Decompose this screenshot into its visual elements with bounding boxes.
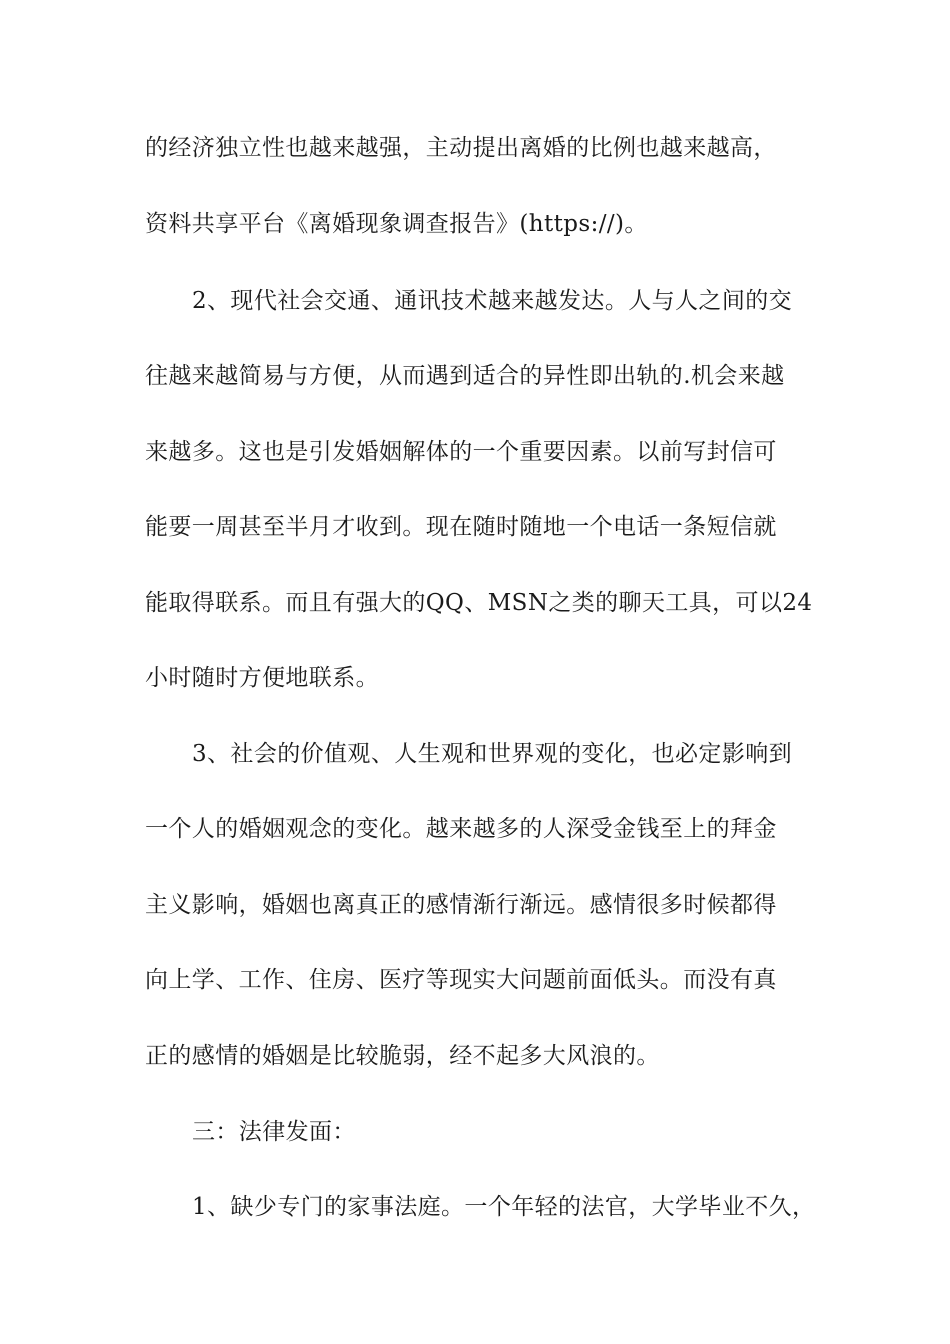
text-line: 主义影响，婚姻也离真正的感情渐行渐远。感情很多时候都得 [145,892,777,918]
text-line: 的经济独立性也越来越强，主动提出离婚的比例也越来越高， [145,135,777,161]
text-line: 小时随时方便地联系。 [145,665,379,691]
text-line: 来越多。这也是引发婚姻解体的一个重要因素。以前写封信可 [145,439,777,465]
text-line: 往越来越简易与方便，从而遇到适合的异性即出轨的.机会来越 [145,363,785,389]
text-line: 一个人的婚姻观念的变化。越来越多的人深受金钱至上的拜金 [145,816,777,842]
text-line: 能取得联系。而且有强大的QQ、MSN之类的聊天工具，可以24 [145,590,813,616]
text-line: 向上学、工作、住房、医疗等现实大问题前面低头。而没有真 [145,967,777,993]
text-line: 正的感情的婚姻是比较脆弱，经不起多大风浪的。 [145,1043,660,1069]
section-heading: 三：法律发面： [192,1119,356,1145]
paragraph-start-line: 3、社会的价值观、人生观和世界观的变化，也必定影响到 [192,741,793,767]
paragraph-start-line: 1、缺少专门的家事法庭。一个年轻的法官，大学毕业不久， [192,1194,816,1220]
paragraph-start-line: 2、现代社会交通、通讯技术越来越发达。人与人之间的交 [192,288,793,314]
text-line: 资料共享平台《离婚现象调查报告》(https://)。 [145,211,648,237]
text-line: 能要一周甚至半月才收到。现在随时随地一个电话一条短信就 [145,514,777,540]
